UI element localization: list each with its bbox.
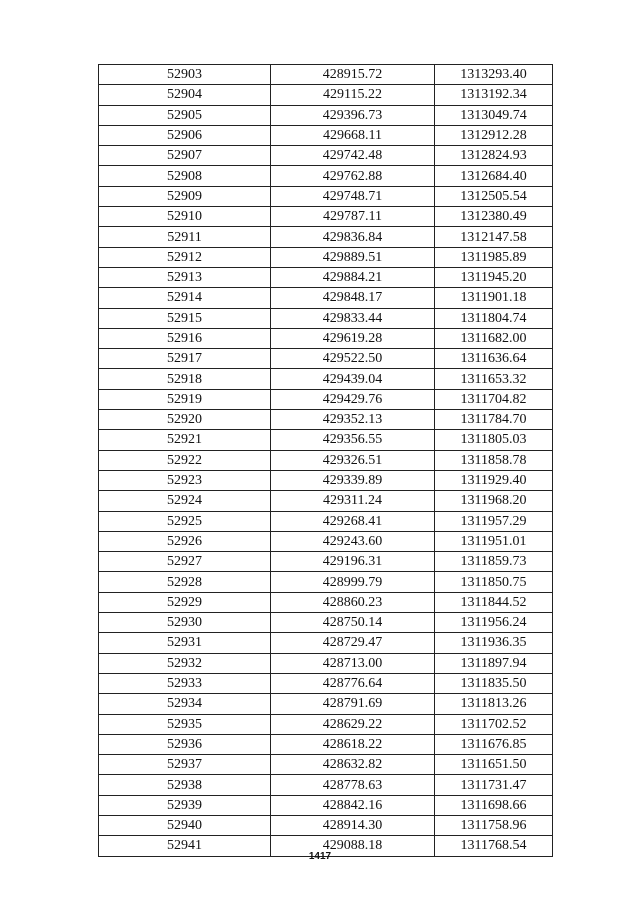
coordinate-table	[98, 64, 553, 857]
y-coordinate-cell: 1311768.54	[435, 836, 553, 856]
table-row	[99, 633, 553, 653]
point-id-cell: 52913	[99, 267, 271, 287]
table-row	[99, 65, 553, 85]
y-coordinate-cell: 1311859.73	[435, 552, 553, 572]
table-row	[99, 328, 553, 348]
y-coordinate-cell: 1311698.66	[435, 795, 553, 815]
x-coordinate-cell: 429836.84	[271, 227, 435, 247]
y-coordinate-cell: 1313049.74	[435, 105, 553, 125]
x-coordinate-cell: 428914.30	[271, 815, 435, 835]
y-coordinate-cell: 1311945.20	[435, 267, 553, 287]
point-id-cell: 52934	[99, 694, 271, 714]
table-row	[99, 714, 553, 734]
x-coordinate-cell: 428713.00	[271, 653, 435, 673]
table-row	[99, 653, 553, 673]
x-coordinate-cell: 429762.88	[271, 166, 435, 186]
point-id-cell: 52935	[99, 714, 271, 734]
table-row	[99, 410, 553, 430]
y-coordinate-cell: 1311682.00	[435, 328, 553, 348]
y-coordinate-cell: 1311805.03	[435, 430, 553, 450]
point-id-cell: 52941	[99, 836, 271, 856]
x-coordinate-cell: 429396.73	[271, 105, 435, 125]
y-coordinate-cell: 1312380.49	[435, 207, 553, 227]
y-coordinate-cell: 1311897.94	[435, 653, 553, 673]
y-coordinate-cell: 1311758.96	[435, 815, 553, 835]
y-coordinate-cell: 1311653.32	[435, 369, 553, 389]
point-id-cell: 52912	[99, 247, 271, 267]
point-id-cell: 52905	[99, 105, 271, 125]
y-coordinate-cell: 1311704.82	[435, 389, 553, 409]
y-coordinate-cell: 1311936.35	[435, 633, 553, 653]
page-number: 1417	[308, 851, 332, 862]
y-coordinate-cell: 1312684.40	[435, 166, 553, 186]
table-row	[99, 430, 553, 450]
point-id-cell: 52936	[99, 734, 271, 754]
table-row	[99, 369, 553, 389]
y-coordinate-cell: 1311956.24	[435, 613, 553, 633]
x-coordinate-cell: 429889.51	[271, 247, 435, 267]
table-row	[99, 308, 553, 328]
y-coordinate-cell: 1312912.28	[435, 125, 553, 145]
point-id-cell: 52908	[99, 166, 271, 186]
y-coordinate-cell: 1313192.34	[435, 85, 553, 105]
point-id-cell: 52922	[99, 450, 271, 470]
point-id-cell: 52933	[99, 673, 271, 693]
x-coordinate-cell: 428842.16	[271, 795, 435, 815]
table-row	[99, 105, 553, 125]
y-coordinate-cell: 1313293.40	[435, 65, 553, 85]
x-coordinate-cell: 429884.21	[271, 267, 435, 287]
y-coordinate-cell: 1311651.50	[435, 755, 553, 775]
x-coordinate-cell: 428915.72	[271, 65, 435, 85]
y-coordinate-cell: 1311731.47	[435, 775, 553, 795]
point-id-cell: 52921	[99, 430, 271, 450]
x-coordinate-cell: 428776.64	[271, 673, 435, 693]
y-coordinate-cell: 1311968.20	[435, 491, 553, 511]
point-id-cell: 52932	[99, 653, 271, 673]
table-row	[99, 531, 553, 551]
y-coordinate-cell: 1311985.89	[435, 247, 553, 267]
table-row	[99, 552, 553, 572]
point-id-cell: 52915	[99, 308, 271, 328]
point-id-cell: 52907	[99, 146, 271, 166]
table-row	[99, 288, 553, 308]
x-coordinate-cell: 429742.48	[271, 146, 435, 166]
table-row	[99, 186, 553, 206]
x-coordinate-cell: 429088.18	[271, 836, 435, 856]
x-coordinate-cell: 429439.04	[271, 369, 435, 389]
x-coordinate-cell: 429196.31	[271, 552, 435, 572]
y-coordinate-cell: 1311636.64	[435, 349, 553, 369]
table-row	[99, 125, 553, 145]
point-id-cell: 52904	[99, 85, 271, 105]
x-coordinate-cell: 429326.51	[271, 450, 435, 470]
point-id-cell: 52929	[99, 592, 271, 612]
table-row	[99, 694, 553, 714]
y-coordinate-cell: 1311784.70	[435, 410, 553, 430]
table-row	[99, 491, 553, 511]
x-coordinate-cell: 428632.82	[271, 755, 435, 775]
x-coordinate-cell: 429787.11	[271, 207, 435, 227]
y-coordinate-cell: 1311957.29	[435, 511, 553, 531]
table-row	[99, 166, 553, 186]
point-id-cell: 52926	[99, 531, 271, 551]
x-coordinate-cell: 429311.24	[271, 491, 435, 511]
x-coordinate-cell: 429339.89	[271, 470, 435, 490]
x-coordinate-cell: 428999.79	[271, 572, 435, 592]
y-coordinate-cell: 1311676.85	[435, 734, 553, 754]
x-coordinate-cell: 429522.50	[271, 349, 435, 369]
table-row	[99, 815, 553, 835]
point-id-cell: 52910	[99, 207, 271, 227]
table-row	[99, 755, 553, 775]
point-id-cell: 52917	[99, 349, 271, 369]
point-id-cell: 52916	[99, 328, 271, 348]
x-coordinate-cell: 429748.71	[271, 186, 435, 206]
x-coordinate-cell: 429848.17	[271, 288, 435, 308]
table-row	[99, 207, 553, 227]
y-coordinate-cell: 1312147.58	[435, 227, 553, 247]
point-id-cell: 52906	[99, 125, 271, 145]
point-id-cell: 52911	[99, 227, 271, 247]
table-row	[99, 450, 553, 470]
table-row	[99, 613, 553, 633]
point-id-cell: 52923	[99, 470, 271, 490]
table-row	[99, 227, 553, 247]
y-coordinate-cell: 1311951.01	[435, 531, 553, 551]
y-coordinate-cell: 1311804.74	[435, 308, 553, 328]
y-coordinate-cell: 1311929.40	[435, 470, 553, 490]
y-coordinate-cell: 1311835.50	[435, 673, 553, 693]
table-row	[99, 470, 553, 490]
point-id-cell: 52927	[99, 552, 271, 572]
point-id-cell: 52918	[99, 369, 271, 389]
point-id-cell: 52930	[99, 613, 271, 633]
y-coordinate-cell: 1311702.52	[435, 714, 553, 734]
table-row	[99, 146, 553, 166]
table-row	[99, 592, 553, 612]
point-id-cell: 52924	[99, 491, 271, 511]
y-coordinate-cell: 1311813.26	[435, 694, 553, 714]
y-coordinate-cell: 1311858.78	[435, 450, 553, 470]
table-row	[99, 673, 553, 693]
x-coordinate-cell: 429115.22	[271, 85, 435, 105]
table-row	[99, 85, 553, 105]
table-row	[99, 572, 553, 592]
point-id-cell: 52928	[99, 572, 271, 592]
y-coordinate-cell: 1312824.93	[435, 146, 553, 166]
x-coordinate-cell: 428791.69	[271, 694, 435, 714]
x-coordinate-cell: 429668.11	[271, 125, 435, 145]
table-row	[99, 267, 553, 287]
x-coordinate-cell: 429833.44	[271, 308, 435, 328]
coordinate-table-body	[99, 65, 553, 857]
y-coordinate-cell: 1312505.54	[435, 186, 553, 206]
point-id-cell: 52909	[99, 186, 271, 206]
point-id-cell: 52903	[99, 65, 271, 85]
x-coordinate-cell: 429268.41	[271, 511, 435, 531]
point-id-cell: 52937	[99, 755, 271, 775]
point-id-cell: 52931	[99, 633, 271, 653]
table-row	[99, 349, 553, 369]
table-row	[99, 795, 553, 815]
x-coordinate-cell: 428778.63	[271, 775, 435, 795]
table-row	[99, 511, 553, 531]
x-coordinate-cell: 428629.22	[271, 714, 435, 734]
x-coordinate-cell: 429352.13	[271, 410, 435, 430]
point-id-cell: 52925	[99, 511, 271, 531]
point-id-cell: 52938	[99, 775, 271, 795]
point-id-cell: 52914	[99, 288, 271, 308]
y-coordinate-cell: 1311850.75	[435, 572, 553, 592]
x-coordinate-cell: 429619.28	[271, 328, 435, 348]
point-id-cell: 52919	[99, 389, 271, 409]
x-coordinate-cell: 428618.22	[271, 734, 435, 754]
table-row	[99, 734, 553, 754]
x-coordinate-cell: 429356.55	[271, 430, 435, 450]
x-coordinate-cell: 428860.23	[271, 592, 435, 612]
x-coordinate-cell: 429429.76	[271, 389, 435, 409]
point-id-cell: 52939	[99, 795, 271, 815]
table-row	[99, 247, 553, 267]
x-coordinate-cell: 428750.14	[271, 613, 435, 633]
x-coordinate-cell: 429243.60	[271, 531, 435, 551]
table-row	[99, 775, 553, 795]
table-row	[99, 389, 553, 409]
y-coordinate-cell: 1311901.18	[435, 288, 553, 308]
y-coordinate-cell: 1311844.52	[435, 592, 553, 612]
x-coordinate-cell: 428729.47	[271, 633, 435, 653]
point-id-cell: 52920	[99, 410, 271, 430]
point-id-cell: 52940	[99, 815, 271, 835]
